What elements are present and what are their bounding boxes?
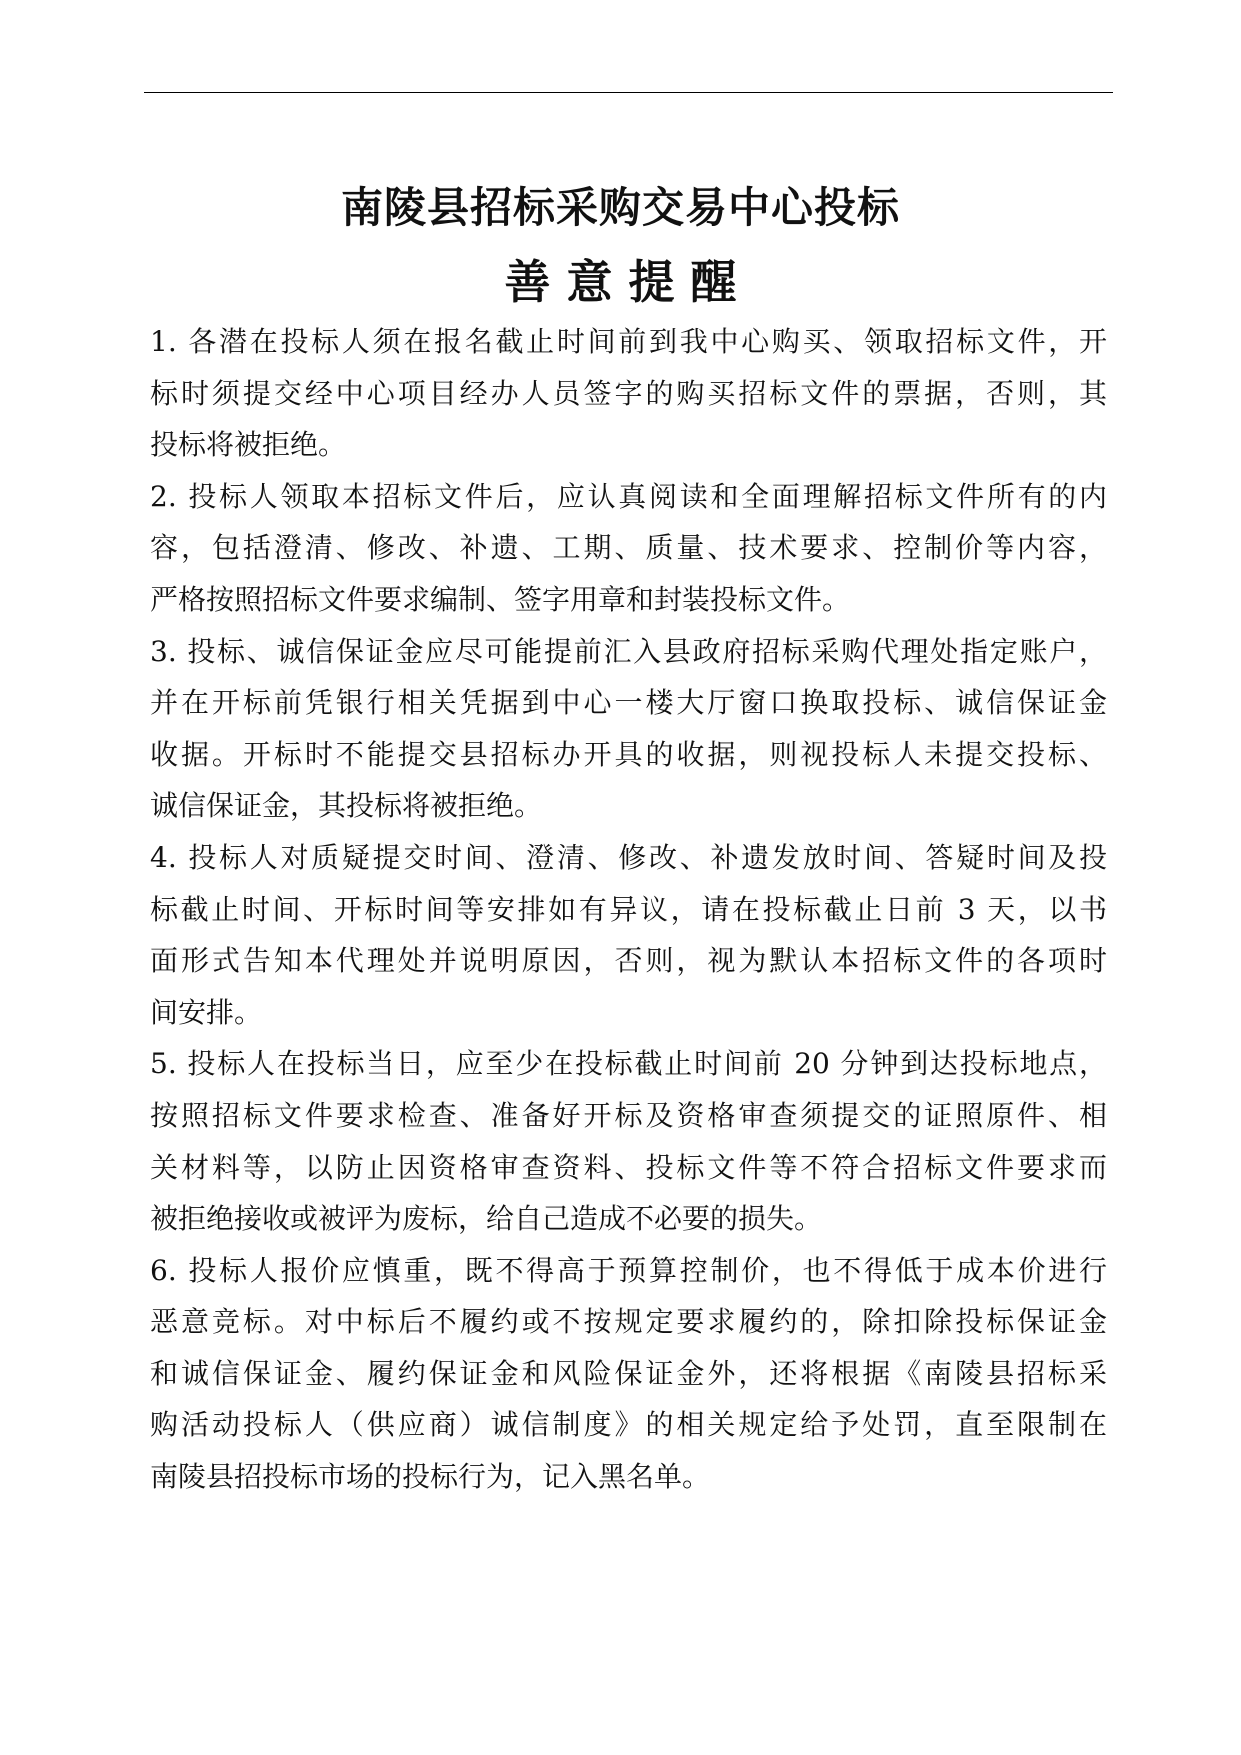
document-subtitle [0,254,1241,310]
paragraph-line: 1. 各潜在投标人须在报名截止时间前到我中心购买、领取招标文件，开 [150,325,1107,358]
paragraph-line: 容，包括澄清、修改、补遗、工期、质量、技术要求、控制价等内容， [150,531,1107,565]
paragraph-line: 恶意竞标。对中标后不履约或不按规定要求履约的，除扣除投标保证金 [150,1305,1107,1339]
paragraph-line: 南陵县招投标市场的投标行为，记入黑名单。 [150,1460,711,1494]
paragraph-line: 面形式告知本代理处并说明原因，否则，视为默认本招标文件的各项时 [150,944,1107,978]
paragraph-line: 和诚信保证金、履约保证金和风险保证金外，还将根据《南陵县招标采 [150,1356,1107,1390]
document-subtitle-text: 善 意 提 醒 [504,255,737,309]
paragraph-line: 并在开标前凭银行相关凭据到中心一楼大厅窗口换取投标、诚信保证金 [150,686,1107,720]
header-rule [144,92,1113,93]
paragraph-line: 收据。开标时不能提交县招标办开具的收据，则视投标人未提交投标、 [150,737,1107,771]
paragraph-line: 间安排。 [150,995,263,1029]
paragraph-line: 严格按照招标文件要求编制、签字用章和封装投标文件。 [150,582,851,616]
paragraph-1 [150,316,1107,471]
paragraph-line: 投标将被拒绝。 [150,428,347,462]
paragraph-line: 2. 投标人领取本招标文件后，应认真阅读和全面理解招标文件所有的内 [150,479,1107,513]
paragraph-line: 关材料等，以防止因资格审查资料、投标文件等不符合招标文件要求而 [150,1150,1107,1184]
document-title: 南陵县招标采购交易中心投标 [340,183,900,232]
paragraph-line: 4. 投标人对质疑提交时间、澄清、修改、补遗发放时间、答疑时间及投 [150,840,1107,874]
paragraph-line: 标时须提交经中心项目经办人员签字的购买招标文件的票据，否则，其 [150,376,1107,410]
paragraph-line: 购活动投标人（供应商）诚信制度》的相关规定给予处罚，直至限制在 [150,1408,1107,1442]
paragraph-2 [150,471,1107,626]
paragraph-5 [150,1038,1107,1244]
paragraph-line: 被拒绝接收或被评为废标，给自己造成不必要的损失。 [150,1202,823,1236]
paragraph-line: 标截止时间、开标时间等安排如有异议，请在投标截止日前 3 天，以书 [150,892,1107,926]
paragraph-line: 5. 投标人在投标当日，应至少在投标截止时间前 20 分钟到达投标地点， [150,1047,1107,1081]
paragraph-3 [150,626,1107,832]
paragraph-4 [150,832,1107,1038]
paragraph-line: 诚信保证金，其投标将被拒绝。 [150,789,543,823]
paragraph-line: 3. 投标、诚信保证金应尽可能提前汇入县政府招标采购代理处指定账户， [150,634,1107,668]
paragraph-line: 按照招标文件要求检查、准备好开标及资格审查须提交的证照原件、相 [150,1098,1107,1132]
paragraph-6 [150,1245,1107,1503]
paragraph-line: 6. 投标人报价应慎重，既不得高于预算控制价，也不得低于成本价进行 [150,1253,1107,1287]
notice-body [150,316,1107,1503]
